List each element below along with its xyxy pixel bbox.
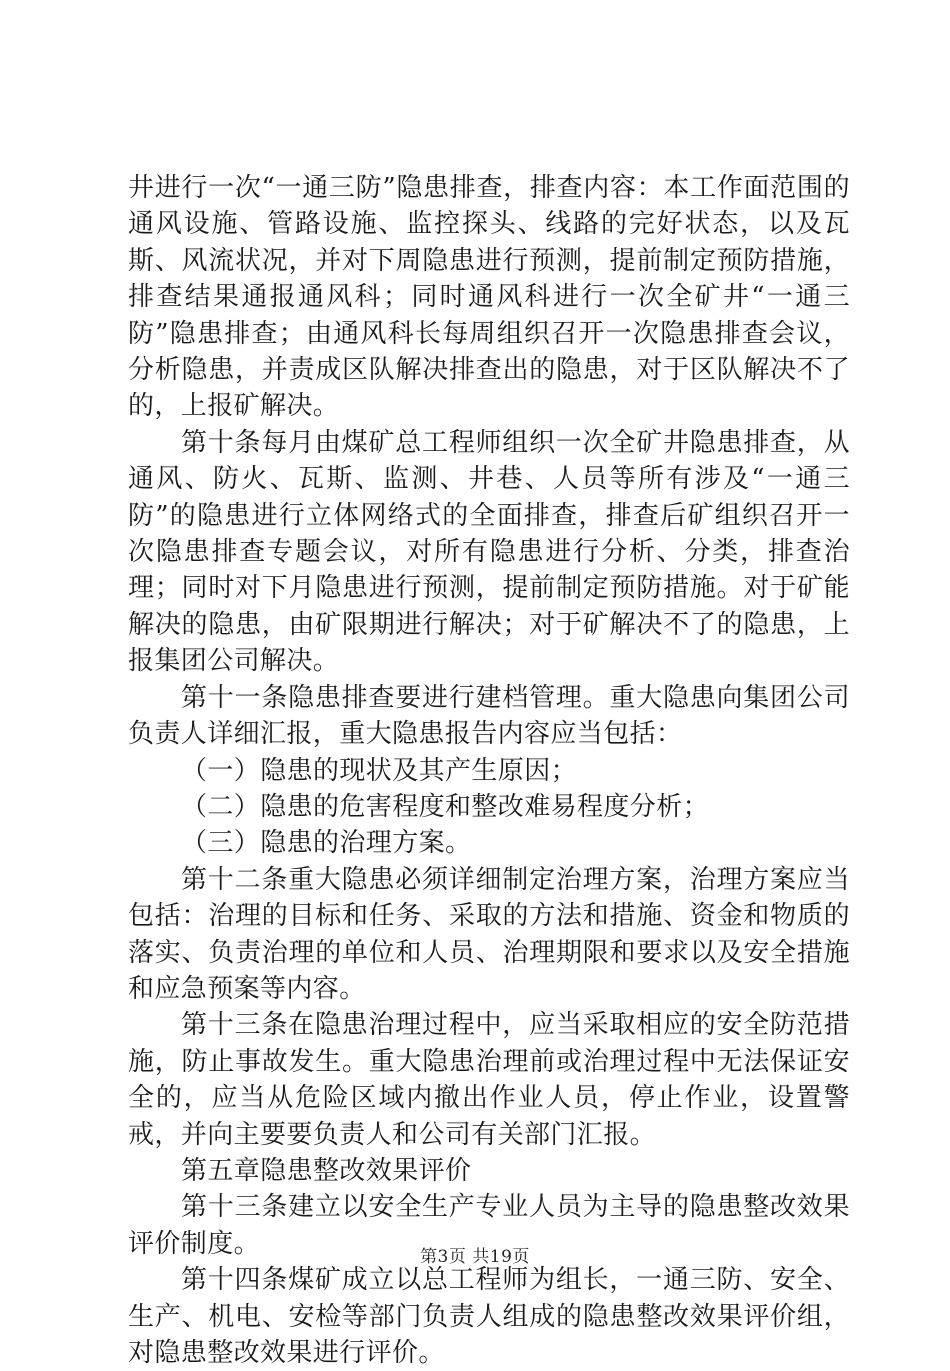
paragraph-continued: 井进行一次“一通三防”隐患排查，排查内容：本工作面范围的通风设施、管路设施、监控探头、线路的完好状态，以及瓦斯、风流状况，并对下周隐患进行预测，提前制定预防措施，排查结果通报通风科；同时通风科进行一次全矿井“一通三防”隐患排查；由通风科长每周组织召开一次隐患排查会议，分析隐患，并责成区队解决排查出的隐患，对于区队解决不了的，上报矿解决。 [128, 173, 850, 422]
list-item-2: （二）隐患的危害程度和整改难易程度分析； [181, 791, 710, 822]
page-number-footer: 第3页 共19页 [420, 1247, 530, 1267]
paragraph-article-13: 第十三条在隐患治理过程中，应当采取相应的安全防范措施，防止事故发生。重大隐患治理前或治理过程中无法保证安全的，应当从危险区域内撤出作业人员，停止作业，设置警戒，并向主要要负责人和公司有关部门汇报。 [128, 1010, 850, 1150]
paragraph-article-12: 第十二条重大隐患必须详细制定治理方案，治理方案应当包括：治理的目标和任务、采取的方法和措施、资金和物质的落实、负责治理的单位和人员、治理期限和要求以及安全措施和应急预案等内容。 [128, 864, 850, 1004]
paragraph-article-14: 第十四条煤矿成立以总工程师为组长，一通三防、安全、生产、机电、安检等部门负责人组成的隐患整改效果评价组，对隐患整改效果进行评价。 [128, 1265, 850, 1368]
document-body [128, 170, 850, 1371]
list-item-3: （三）隐患的治理方案。 [181, 828, 472, 859]
paragraph-article-13b: 第十三条建立以安全生产专业人员为主导的隐患整改效果评价制度。 [128, 1192, 850, 1259]
chapter-heading: 第五章隐患整改效果评价 [181, 1155, 472, 1186]
paragraph-article-11: 第十一条隐患排查要进行建档管理。重大隐患向集团公司负责人详细汇报，重大隐患报告内容应当包括： [128, 682, 850, 750]
list-item-1: （一）隐患的现状及其产生原因； [181, 755, 578, 786]
paragraph-article-10: 第十条每月由煤矿总工程师组织一次全矿井隐患排查，从通风、防火、瓦斯、监测、井巷、人员等所有涉及“一通三防”的隐患进行立体网络式的全面排查，排查后矿组织召开一次隐患排查专题会议，对所有隐患进行分析、分类，排查治理；同时对下月隐患进行预测，提前制定预防措施。对于矿能解决的隐患，由矿限期进行解决；对于矿解决不了的隐患，上报集团公司解决。 [128, 427, 850, 677]
